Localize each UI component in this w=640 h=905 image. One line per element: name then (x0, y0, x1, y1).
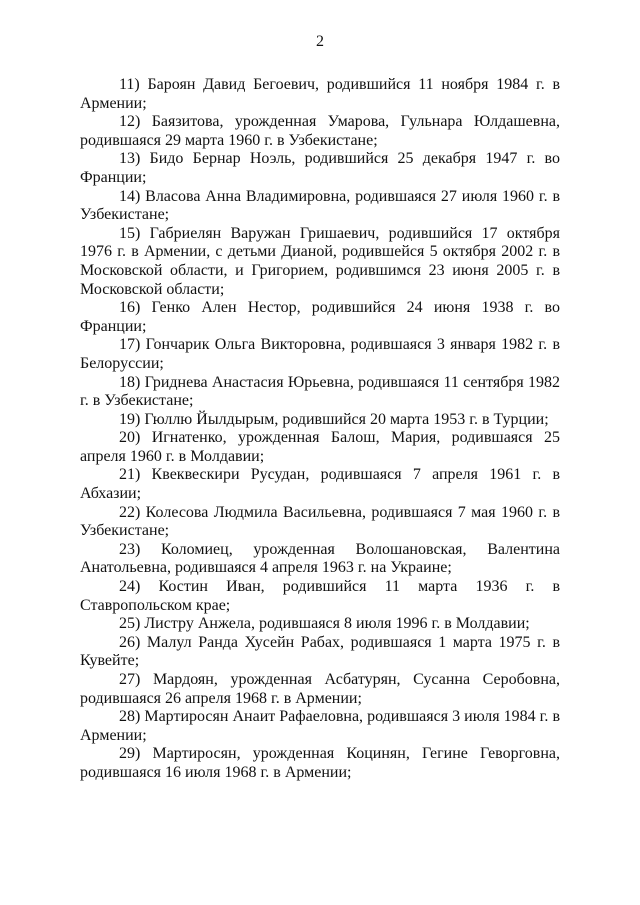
page-number: 2 (316, 33, 324, 50)
list-item: 12) Баязитова, урожденная Умарова, Гульнара Юлдашевна, родившаяся 29 марта 1960 г. в Узбекистане; (80, 113, 560, 149)
list-item: 24) Костин Иван, родившийся 11 марта 1936 г. в Ставропольском крае; (80, 578, 560, 614)
list-item: 20) Игнатенко, урожденная Балош, Мария, родившаяся 25 апреля 1960 г. в Молдавии; (80, 429, 560, 465)
list-item: 21) Квеквескири Русудан, родившаяся 7 апреля 1961 г. в Абхазии; (80, 466, 560, 503)
list-item: 27) Мардоян, урожденная Асбатурян, Сусанна Серобовна, родившаяся 26 апреля 1968 г. в Армении; (80, 671, 560, 707)
list-item: 22) Колесова Людмила Васильевна, родившаяся 7 мая 1960 г. в Узбекистане; (80, 503, 560, 540)
list-item: 26) Малул Ранда Хусейн Рабах, родившаяся 1 марта 1975 г. в Кувейте; (80, 633, 560, 670)
list-item: 17) Гончарик Ольга Викторовна, родившаяся 3 января 1982 г. в Белоруссии; (80, 336, 560, 372)
list-item: 29) Мартиросян, урожденная Коцинян, Гегине Геворговна, родившаяся 16 июля 1968 г. в Армении; (80, 745, 560, 781)
list-item: 18) Гриднева Анастасия Юрьевна, родившаяся 11 сентября 1982 г. в Узбекистане; (80, 373, 560, 410)
list-item: 11) Бароян Давид Бегоевич, родившийся 11 ноября 1984 г. в Армении; (80, 76, 560, 112)
list-item: 13) Бидо Бернар Ноэль, родившийся 25 декабря 1947 г. во Франции; (80, 150, 560, 186)
list-item: 25) Листру Анжела, родившаяся 8 июля 1996 г. в Молдавии; (119, 615, 530, 633)
list-item: 16) Генко Ален Нестор, родившийся 24 июня 1938 г. во Франции; (80, 299, 560, 335)
list-item: 14) Власова Анна Владимировна, родившаяся 27 июля 1960 г. в Узбекистане; (80, 187, 560, 224)
list-item: 23) Коломиец, урожденная Волошановская, Валентина Анатольевна, родившаяся 4 апреля 1963 г. на Украине; (80, 540, 560, 577)
list-item: 19) Гюллю Йылдырым, родившийся 20 марта 1953 г. в Турции; (119, 410, 549, 428)
list-item: 15) Габриелян Варужан Гришаевич, родившийся 17 октября 1976 г. в Армении, с детьми Дианой, родившейся 5 октября 2002 г. в Московской области, и Григорием, родившимся 23 июня 2005 г. в Московской области; (80, 224, 560, 298)
entry-list (80, 76, 560, 783)
list-item: 28) Мартиросян Анаит Рафаеловна, родившаяся 3 июля 1984 г. в Армении; (80, 708, 560, 744)
